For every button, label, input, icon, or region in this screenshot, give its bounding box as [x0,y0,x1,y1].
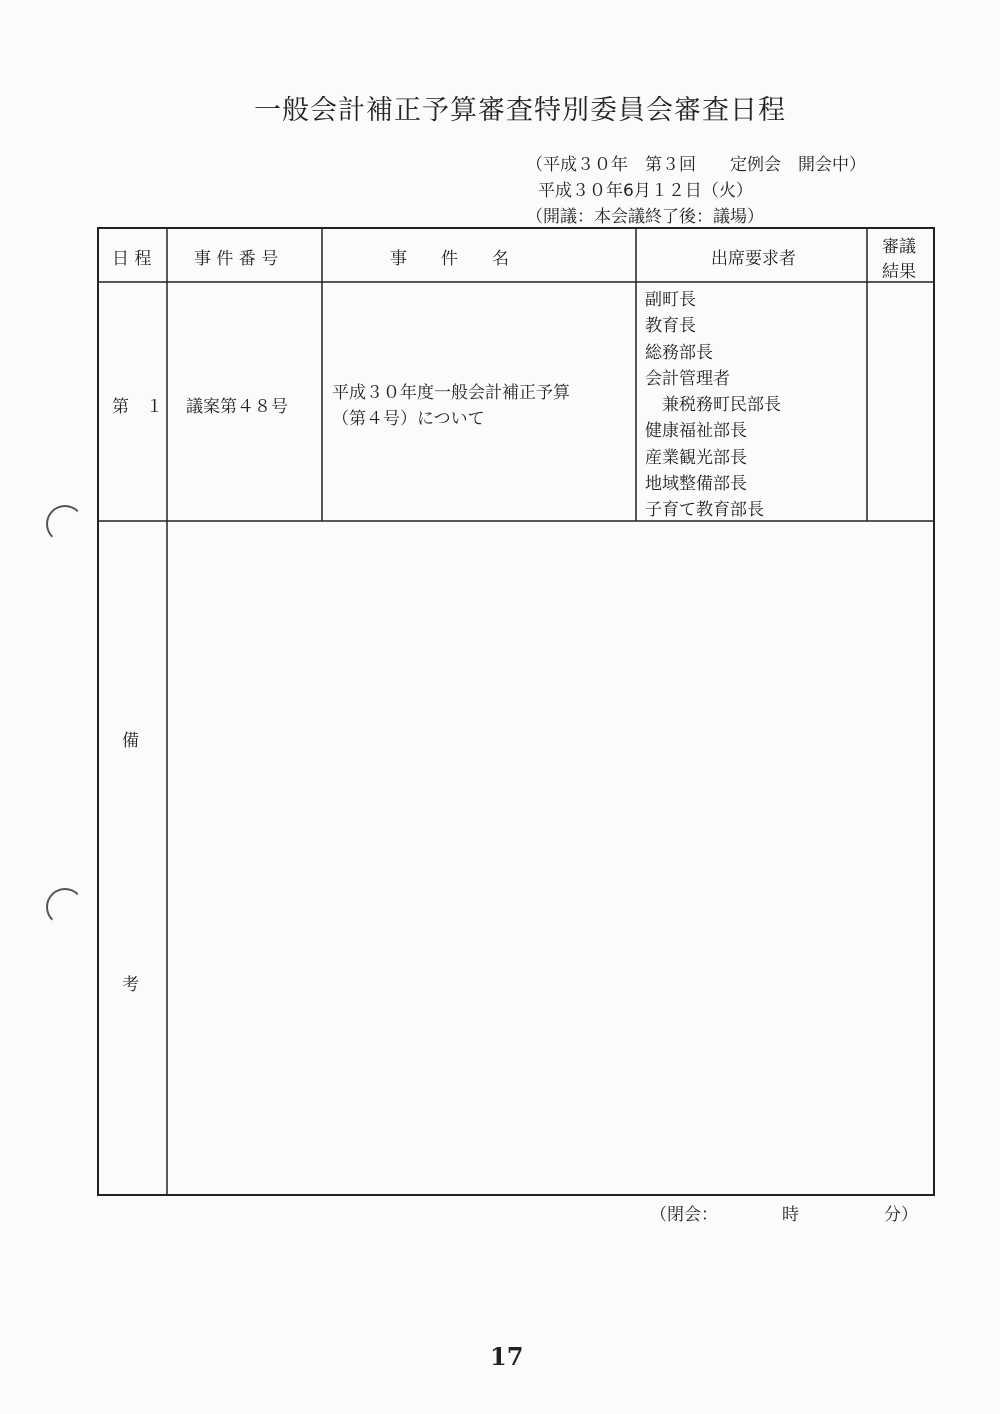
closing-open: （閉会： [650,1205,718,1225]
closing-hour: 時 [782,1205,799,1225]
remarks-label-1: 備 [122,731,139,751]
session-date: 平成３０年6月１２日（火） [538,181,753,201]
page-title: 一般会計補正予算審査特別委員会審査日程 [254,95,786,126]
header-case-name: 事 件 名 [390,249,509,269]
row-case-number: 議案第４８号 [186,397,288,417]
header-case-number: 事 件 番 号 [194,249,279,269]
attendee-item: 地域整備部長 [645,474,747,494]
attendee-item: 健康福祉部長 [645,421,747,441]
page-number: 17 [490,1342,524,1371]
attendee-item: 産業観光部長 [645,448,747,468]
row-case-name-line2: （第４号）について [332,409,485,429]
header-result-line2: 結果 [882,262,916,282]
row-case-name-line1: 平成３０年度一般会計補正予算 [332,383,570,403]
header-schedule: 日 程 [112,249,152,269]
row-schedule: 第 １ [112,397,163,417]
header-result-line1: 審議 [882,237,916,257]
session-venue: （開議：本会議終了後：議場） [526,207,764,227]
closing-minute: 分） [884,1205,918,1225]
attendee-item: 子育て教育部長 [645,500,764,520]
remarks-label-2: 考 [122,975,139,995]
header-attendees: 出席要求者 [711,249,796,269]
session-line-1: （平成３０年 第３回 定例会 開会中） [526,155,866,175]
attendee-item: 兼税務町民部長 [645,395,781,415]
attendee-item: 会計管理者 [645,369,730,389]
attendee-item: 総務部長 [645,343,713,363]
attendee-item: 副町長 [645,290,696,310]
attendee-item: 教育長 [645,316,696,336]
